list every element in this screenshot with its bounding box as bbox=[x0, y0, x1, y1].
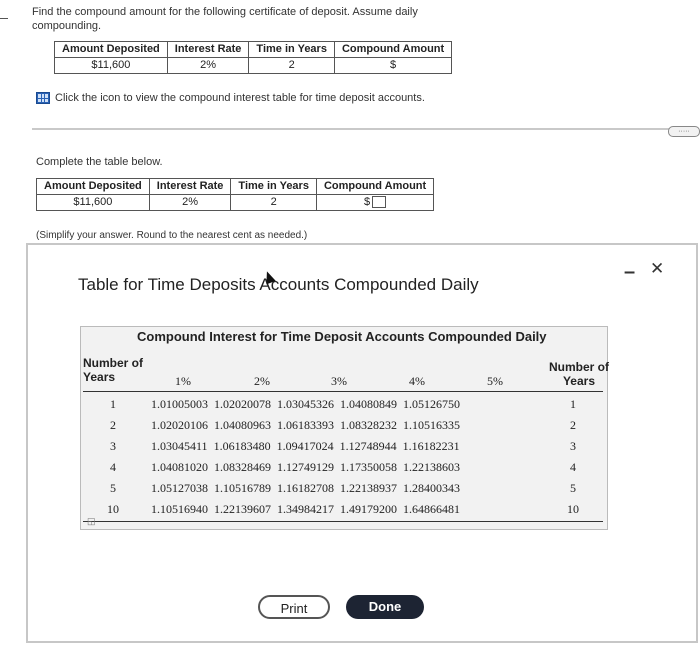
header-time-in-years: Time in Years bbox=[249, 42, 335, 58]
question-text: Find the compound amount for the following certificate of deposit. Assume daily compounding. bbox=[32, 6, 418, 32]
given-values-table bbox=[54, 41, 452, 74]
table-grid-icon[interactable] bbox=[36, 92, 50, 104]
done-button[interactable]: Done bbox=[346, 595, 424, 619]
years-header-left: Number of Years bbox=[83, 356, 143, 384]
row-years: 2 bbox=[110, 418, 116, 432]
header-amount-deposited: Amount Deposited bbox=[44, 180, 142, 192]
row-years-right: 4 bbox=[570, 460, 576, 474]
header-interest-rate: Interest Rate bbox=[167, 42, 249, 58]
minimize-button[interactable]: – bbox=[624, 261, 636, 283]
row-years-right: 5 bbox=[570, 481, 576, 495]
copy-table-icon[interactable]: ◱ bbox=[87, 516, 96, 526]
row-values: 1.10516940 1.22139607 1.34984217 1.49179200 1.64866481 bbox=[151, 502, 460, 516]
years-header-right: Number of Years bbox=[549, 360, 609, 388]
row-years: 4 bbox=[110, 460, 116, 474]
complete-instruction: Complete the table below. bbox=[36, 156, 163, 168]
value-interest-rate: 2% bbox=[149, 195, 231, 211]
header-compound-amount: Compound Amount bbox=[316, 179, 433, 195]
header-time-in-years: Time in Years bbox=[231, 179, 317, 195]
row-years: 1 bbox=[110, 397, 116, 411]
header-amount-deposited: Amount Deposited bbox=[62, 43, 160, 55]
section-divider bbox=[32, 128, 696, 130]
simplify-note: (Simplify your answer. Round to the nearest cent as needed.) bbox=[36, 230, 308, 241]
left-edge-mark bbox=[0, 18, 8, 19]
row-values: 1.03045411 1.06183480 1.09417024 1.12748944 1.16182231 bbox=[151, 439, 460, 453]
print-button[interactable]: Print bbox=[258, 595, 330, 619]
rate-header-5: 5% bbox=[487, 374, 503, 388]
compound-amount-cell bbox=[316, 195, 433, 211]
answer-table bbox=[36, 178, 434, 211]
row-years: 5 bbox=[110, 481, 116, 495]
header-compound-amount: Compound Amount bbox=[334, 42, 451, 58]
row-values: 1.01005003 1.02020078 1.03045326 1.04080849 1.05126750 bbox=[151, 397, 460, 411]
row-years: 10 bbox=[107, 502, 119, 516]
value-amount-deposited: $11,600 bbox=[55, 58, 168, 74]
table-row bbox=[81, 499, 609, 520]
dialog-title: Table for Time Deposits Accounts Compounded Daily bbox=[78, 275, 479, 294]
table-row bbox=[81, 478, 609, 499]
icon-instruction: Click the icon to view the compound interest table for time deposit accounts. bbox=[55, 92, 425, 104]
close-button[interactable]: ✕ bbox=[650, 259, 665, 278]
value-interest-rate: 2% bbox=[167, 58, 249, 74]
value-compound-amount: $ bbox=[334, 58, 451, 74]
value-amount-deposited: $11,600 bbox=[37, 195, 150, 211]
rate-header-3: 3% bbox=[331, 374, 347, 388]
row-years: 3 bbox=[110, 439, 116, 453]
rate-header-2: 2% bbox=[254, 374, 270, 388]
row-values: 1.05127038 1.10516789 1.16182708 1.22138937 1.28400343 bbox=[151, 481, 460, 495]
value-time-in-years: 2 bbox=[249, 58, 335, 74]
more-options-button[interactable]: ····· bbox=[668, 126, 700, 137]
row-years-right: 1 bbox=[570, 397, 576, 411]
table-row bbox=[81, 436, 609, 457]
rate-header-4: 4% bbox=[409, 374, 425, 388]
compound-table-dialog bbox=[26, 243, 698, 643]
row-values: 1.04081020 1.08328469 1.12749129 1.17350058 1.22138603 bbox=[151, 460, 460, 474]
table-icon-link[interactable] bbox=[36, 92, 425, 104]
row-values: 1.02020106 1.04080963 1.06183393 1.08328232 1.10516335 bbox=[151, 418, 460, 432]
header-rule bbox=[83, 391, 603, 392]
header-interest-rate: Interest Rate bbox=[149, 179, 231, 195]
value-time-in-years: 2 bbox=[231, 195, 317, 211]
dollar-sign: $ bbox=[364, 196, 371, 208]
table-row bbox=[81, 394, 609, 415]
row-years-right: 2 bbox=[570, 418, 576, 432]
compound-interest-table bbox=[80, 326, 608, 530]
row-years-right: 10 bbox=[567, 502, 579, 516]
rate-header-1: 1% bbox=[175, 374, 191, 388]
footer-rule bbox=[83, 521, 603, 522]
table-row bbox=[81, 457, 609, 478]
table-row bbox=[81, 415, 609, 436]
table-title: Compound Interest for Time Deposit Accounts Compounded Daily bbox=[137, 329, 547, 344]
compound-amount-input[interactable] bbox=[372, 196, 386, 208]
row-years-right: 3 bbox=[570, 439, 576, 453]
